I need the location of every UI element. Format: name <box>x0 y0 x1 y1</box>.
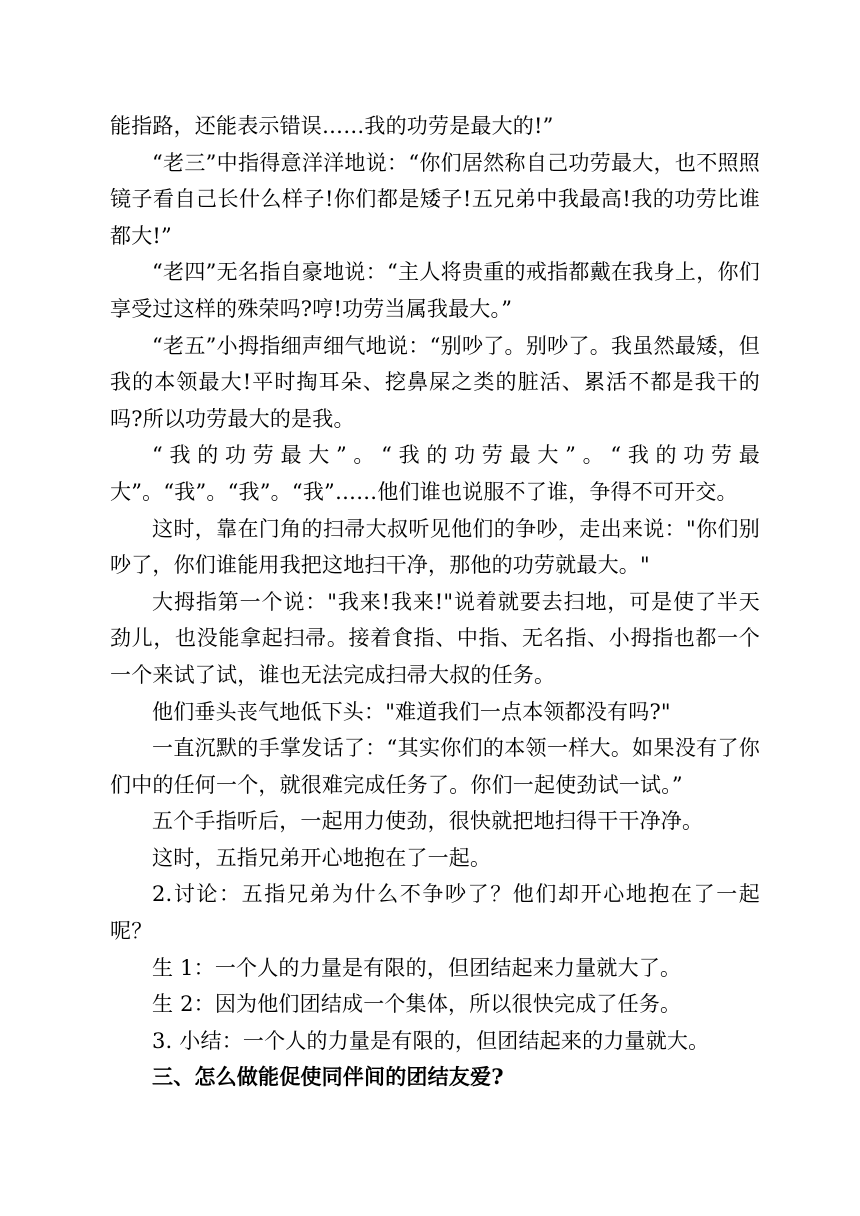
paragraph-7: 大拇指第一个说："我来!我来!"说着就要去扫地，可是使了半天劲儿，也没能拿起扫帚。接着食指、中指、无名指、小拇指也都一个一个来试了试，谁也无法完成扫帚大叔的任务。 <box>110 589 760 687</box>
paragraph-10: 五个手指听后，一起用力使劲，很快就把地扫得干干净净。 <box>152 809 704 834</box>
paragraph-4: “老五”小拇指细声细气地说：“别吵了。别吵了。我虽然最矮，但我的本领最大!平时掏耳朵、挖鼻屎之类的脏活、累活不都是我干的吗?所以功劳最大的是我。 <box>110 333 760 431</box>
paragraph-1: 能指路，还能表示错误……我的功劳是最大的!” <box>110 114 554 138</box>
paragraph-6: 这时，靠在门角的扫帚大叔听见他们的争吵，走出来说："你们别吵了，你们谁能用我把这地扫干净，那他的功劳就最大。" <box>110 516 760 578</box>
student-answer-1: 生 1：一个人的力量是有限的，但团结起来力量就大了。 <box>152 955 682 980</box>
paragraph-3: “老四”无名指自豪地说：“主人将贵重的戒指都戴在我身上，你们享受过这样的殊荣吗?哼!功劳当属我最大。” <box>110 260 760 321</box>
paragraph-8: 他们垂头丧气地低下头："难道我们一点本领都没有吗?" <box>152 699 671 724</box>
discussion-question: 2.讨论：五指兄弟为什么不争吵了？他们却开心地抱在了一起呢？ <box>110 882 760 944</box>
section-heading: 三、怎么做能促使同伴间的团结友爱? <box>152 1064 504 1090</box>
paragraph-9: 一直沉默的手掌发话了：“其实你们的本领一样大。如果没有了你们中的任何一个，就很难完成任务了。你们一起使劲试一试。” <box>110 736 760 797</box>
document-body <box>110 108 760 1096</box>
paragraph-2: “老三”中指得意洋洋地说：“你们居然称自己功劳最大，也不照照镜子看自己长什么样子!你们都是矮子!五兄弟中我最高!我的功劳比谁都大!” <box>110 150 760 248</box>
paragraph-5: “我的功劳最大”。“我的功劳最大”。“我的功劳最大”。“我”。“我”。“我”……他们谁也说服不了谁，争得不可开交。 <box>110 443 760 504</box>
student-answer-2: 生 2：因为他们团结成一个集体，所以很快完成了任务。 <box>152 992 682 1017</box>
paragraph-11: 这时，五指兄弟开心地抱在了一起。 <box>152 845 492 870</box>
summary: 3. 小结：一个人的力量是有限的，但团结起来的力量就大。 <box>152 1028 710 1053</box>
